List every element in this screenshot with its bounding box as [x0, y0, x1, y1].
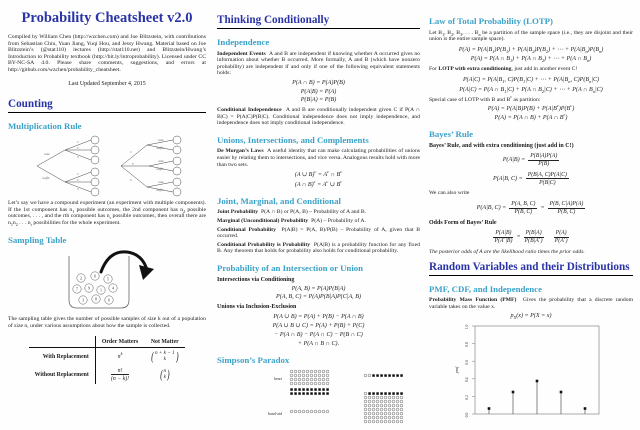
- fraction: $\frac{n!}{(n - k)!}$: [111, 367, 130, 382]
- equation: P(A|B) = P(A): [300, 88, 337, 95]
- svg-text:S: S: [77, 155, 79, 160]
- svg-text:1.0: 1.0: [465, 324, 469, 330]
- svg-text:S: S: [130, 178, 132, 183]
- cell-ordered-with-replacement: $n^k$: [117, 350, 123, 360]
- equation: + P(A ∩ B ∩ C).: [297, 340, 340, 347]
- de-morgans-paragraph: De Morgan’s Laws A useful identity that can make calculating probabilities of unions easier by relating them to intersections, and vice versa. Analogous results hold with more than two sets.: [217, 148, 421, 168]
- row-label-with-replacement: With Replacement: [29, 348, 96, 366]
- section-random-variables: Random Variables and their Distributions: [429, 261, 633, 276]
- sampling-table: [29, 336, 186, 384]
- fraction: $\frac{P(B|A)P(A)}{P(B)}$: [530, 153, 558, 168]
- equation: P(A|C) = P(A ∩ $B_1|C) + P(A$ ∩ $B_2|C$) + ⋯ + P(A ∩ $B_n|C$): [459, 86, 603, 94]
- equation: P(A ∪ B ∪ C) = P(A) + P(B) + P(C): [272, 323, 365, 330]
- svg-text:8: 8: [95, 296, 97, 302]
- svg-text:pmf: pmf: [454, 366, 459, 374]
- intro-paragraph: Compiled by William Chen (http://wzchen.com) and Joe Blitzstein, with contributions from Sebastian Chiu, Yuan Jiang, Yuqi Hou, and Jessy Hwang. Material based on Joe Blitzstein’s (@stat110) lectures (http://stat110.net) and Blitzstein/Hwang’s Introduction to Probability textbook (http://bit.ly/introprobability). Licensed under CC BY-NC-SA 4.0. Please share comments, suggestions, and errors at http://github.com/wzchen/probability_cheatsheet.: [8, 34, 206, 74]
- section-thinking-conditionally: Thinking Conditionally: [217, 14, 420, 29]
- fraction: $\frac{P(A|B)}{P(A^c|B)}$: [494, 230, 513, 245]
- svg-text:1: 1: [100, 287, 102, 293]
- table-corner-cell: [29, 336, 96, 348]
- conditional-probability-is-probability-item: Conditional Probability is Probability P(A|B) is a probability function for any fixed B. Any theorem that holds for probability also holds for conditional probability.: [217, 241, 421, 255]
- svg-text:V: V: [132, 162, 134, 167]
- binomial-coefficient: ( n k ): [159, 367, 170, 382]
- subsection-simpsons-paradox: Simpson’s Paradox: [217, 354, 290, 365]
- odds-form-equation: $\frac{P(A|B)}{P(A^c|B)}$ = $\frac{P(B|A)}{P(B|A^c)}$ $\frac{P(A)}{P(A^c)}$: [494, 230, 568, 245]
- svg-text:cake: cake: [158, 180, 164, 185]
- section-counting: Counting: [8, 98, 206, 113]
- svg-text:9: 9: [88, 285, 90, 291]
- svg-text:6: 6: [94, 273, 96, 279]
- svg-text:cake: cake: [44, 152, 50, 157]
- bayes-rule-heading: Bayes’ Rule, and with extra conditioning (just add in C!): [429, 142, 574, 149]
- fraction: $\frac{P(A, B, C)}{P(B, C)}$: [511, 201, 536, 216]
- bayes-equation-2: P(A|B, C) = $\frac{P(B|A, C)P(A|C)}{P(B|C)}$: [493, 171, 567, 186]
- svg-text:S: S: [77, 187, 79, 192]
- equation: $P(A|C) = P(A|B_1$, $C)P(B_1|C)$ + ⋯ + $P(A|B_n$, $C)P(B_n|C)$: [462, 76, 600, 85]
- svg-text:C: C: [77, 140, 80, 145]
- column-middle: [217, 0, 420, 428]
- bayes-equation-3: P(A|B, C) = $\frac{P(A, B, C)}{P(B, C)}$ = $\frac{P(B, C|A)P(A)}{P(B, C)}$: [476, 201, 584, 216]
- equation: P(A ∪ B) = P(A) + P(B) − P(A ∩ B): [273, 313, 364, 320]
- intersections-via-conditioning-heading: Intersections via Conditioning: [217, 277, 295, 284]
- sampling-table-header-row: [29, 336, 186, 348]
- unions-via-inclusion-exclusion-heading: Unions via Inclusion-Exclusion: [217, 304, 297, 311]
- equation: − P(A ∩ B) − P(A ∩ C) − P(B ∩ C): [274, 332, 363, 338]
- de-morgan-equations: [217, 171, 420, 188]
- subsection-bayes-rule: Bayes’ Rule: [429, 128, 474, 139]
- tree-branches: [37, 140, 173, 192]
- posterior-odds-note: The posterior odds of A are the likelihood ratio times the prior odds.: [429, 248, 585, 255]
- last-updated-line: Last Updated September 4, 2015: [68, 80, 146, 87]
- subsection-lotp: Law of Total Probability (LOTP): [429, 16, 553, 26]
- svg-text:0.0: 0.0: [465, 412, 469, 418]
- subsection-pmf-cdf-independence: PMF, CDF, and Independence: [429, 283, 542, 294]
- col-header-not-matter: Not Matter: [144, 336, 185, 348]
- fraction: $\frac{P(A)}{P(A^c)}$: [554, 230, 568, 245]
- lotp-special-case-paragraph: Special case of LOTP with B and $B^c$ as partition:: [429, 93, 541, 103]
- pmf-equation: $p_X(x) = P(X = x)$: [510, 313, 552, 321]
- svg-text:5: 5: [107, 276, 109, 282]
- fraction: $\frac{P(B|A, C)P(A|C)}{P(B|C)}$: [527, 171, 567, 186]
- svg-text:C: C: [77, 172, 80, 177]
- svg-text:waffle: waffle: [156, 188, 164, 193]
- lotp-equations: [429, 46, 633, 63]
- equation: (A ∪ $B)^c = A^c$ ∩ $B^c$: [294, 169, 343, 179]
- we-can-also-write-line: We can also write: [429, 190, 470, 197]
- svg-text:2: 2: [80, 275, 82, 281]
- subsection-unions-intersections: Unions, Intersections, and Complements: [217, 134, 369, 145]
- table-row-with-replacement: [29, 348, 186, 366]
- cell-unordered-with-replacement: [144, 348, 185, 366]
- marginal-probability-item: Marginal (Unconditional) Probability P(A) – Probability of A.: [217, 217, 366, 224]
- pmf-definition-paragraph: Probability Mass Function (PMF) Gives the probability that a discrete random variable takes on the value x.: [429, 297, 633, 310]
- svg-text:cake: cake: [158, 159, 164, 164]
- lotp-conditioning-equations: [429, 76, 633, 93]
- row-label-without-replacement: Without Replacement: [29, 365, 96, 384]
- svg-text:waffle: waffle: [156, 146, 164, 151]
- equation: $P(A) = P(A|B)P(B) + P(A|B^c)P(B^c)$: [487, 103, 575, 113]
- subsection-intersection-or-union: Probability of an Intersection or Union: [217, 263, 364, 274]
- multiplication-rule-text: Let’s say we have a compound experiment (an experiment with multiple components). If the 1st component has $n_1$ possible outcomes, the 2nd component has $n_2$ possible outcomes, . . . , and the rth component has $n_r$ possible outcomes, then overall there are $n_1n_2$ . . . $n_r$ possibilities for the whole experiment.: [8, 200, 206, 228]
- odds-form-heading: Odds Form of Bayes’ Rule: [429, 219, 497, 226]
- equation: $P(A) = P(A|B_1)P(B_1) + P(A|B_2)P(B_2)$ + ⋯ + $P(A|B_n)P(B_n)$: [458, 46, 604, 54]
- svg-text:0.6: 0.6: [465, 360, 469, 365]
- bayes-equation-1: P(A|B) = $\frac{P(B|A)P(A)}{P(B)}$: [502, 153, 558, 168]
- subsection-multiplication-rule: Multiplication Rule: [8, 120, 82, 131]
- column-left: [8, 0, 206, 384]
- subsection-joint-marginal-conditional: Joint, Marginal, and Conditional: [217, 195, 341, 206]
- page-title: Probability Cheatsheet v2.0: [21, 10, 193, 26]
- lotp-special-case-equations: [429, 103, 633, 121]
- heart-row-label: heart: [273, 376, 282, 382]
- col-header-order-matters: Order Matters: [95, 336, 144, 348]
- svg-text:3: 3: [82, 297, 84, 303]
- svg-text:cake: cake: [158, 138, 164, 143]
- subsection-sampling-table: Sampling Table: [8, 234, 67, 245]
- equation: P(A, B, C) = P(A)P(B|A)P(C|A, B): [276, 294, 361, 301]
- svg-text:waffle: waffle: [156, 167, 164, 172]
- svg-text:0.8: 0.8: [465, 342, 469, 348]
- equation: (A ∩ $B)^c = A^c$ ∪ $B^c$: [294, 178, 343, 188]
- equation: P(A ∩ B) = P(A)P(B): [292, 79, 345, 86]
- table-row-without-replacement: [29, 365, 186, 384]
- binomial-coefficient: ( n + k − 1 k ): [151, 349, 179, 364]
- pmf-stem-chart: [429, 322, 633, 418]
- fraction: $\frac{P(B|A)}{P(B|A^c)}$: [524, 230, 543, 245]
- lotp-partition-paragraph: Let $B_1$, $B_2$, $B_3$, . . . $B_n$ be a partition of the sample space (i.e., they are disjoint and their union is the entire sample space).: [429, 29, 634, 43]
- sampling-jar-figure: [9, 248, 205, 314]
- sampling-table-text: The sampling table gives the number of possible samples of size k out of a population of size n, under various assumptions about how the sample is collected.: [8, 316, 206, 329]
- independent-events-paragraph: Independent Events A and B are independent if knowing whether A occurred gives no information about whether B occurred. More formally, A and B (which have nonzero probability) are independent if and only if one of the following equivalent statements holds:: [217, 50, 421, 77]
- equation: P(A, B) = P(A)P(B|A): [291, 285, 346, 292]
- equation: P(A) = P(A ∩ B) + P(A ∩ $B^c$): [494, 111, 568, 121]
- svg-text:0.4: 0.4: [465, 377, 469, 383]
- sampling-arrow: [101, 252, 146, 272]
- joint-probability-item: Joint Probability P(A ∩ B) or P(A, B) – Probability of A and B.: [217, 209, 367, 216]
- conditional-independence-paragraph: Conditional Independence A and B are conditionally independent given C if P(A ∩ B|C) = P(A|C)P(B|C). Conditional independence does not imply independence, and independence does not imply conditional independence.: [217, 107, 420, 127]
- band-aid-row-label: band-aid: [267, 411, 282, 417]
- svg-text:4: 4: [112, 285, 114, 291]
- svg-text:0.2: 0.2: [465, 395, 469, 400]
- cell-unordered-without-replacement: [144, 365, 185, 384]
- jar-balls: [73, 272, 117, 304]
- lotp-extra-conditioning-paragraph: For LOTP with extra conditioning, just add in another event C!: [429, 66, 578, 73]
- equation: P(B|A) = P(B): [300, 97, 337, 104]
- svg-text:waffle: waffle: [42, 176, 50, 181]
- equation: P(A) = P(A ∩ $B_1) + P(A$ ∩ $B_2$) + ⋯ + P(A ∩ $B_n$): [470, 56, 592, 64]
- simpsons-paradox-figure: [218, 368, 420, 426]
- tree-branch-labels: [42, 138, 164, 192]
- svg-text:V: V: [77, 146, 79, 151]
- multiplication-rule-tree-figure: [9, 134, 205, 198]
- svg-text:V: V: [77, 178, 79, 183]
- independence-equations: [217, 80, 420, 103]
- conditional-probability-item: Conditional Probability P(A|B) = P(A, B)/P(B) – Probability of A, given that B occurred.: [217, 226, 421, 240]
- cell-ordered-without-replacement: [95, 365, 144, 384]
- svg-text:7: 7: [76, 286, 78, 292]
- svg-text:6: 6: [108, 297, 110, 303]
- simpson-dot-grids: [290, 370, 403, 423]
- column-right: [429, 0, 633, 420]
- subsection-independence: Independence: [217, 37, 270, 47]
- sampling-arrow-head: [139, 265, 154, 280]
- svg-text:C: C: [130, 150, 133, 155]
- fraction: $\frac{P(B, C|A)P(A)}{P(B, C)}$: [549, 201, 584, 216]
